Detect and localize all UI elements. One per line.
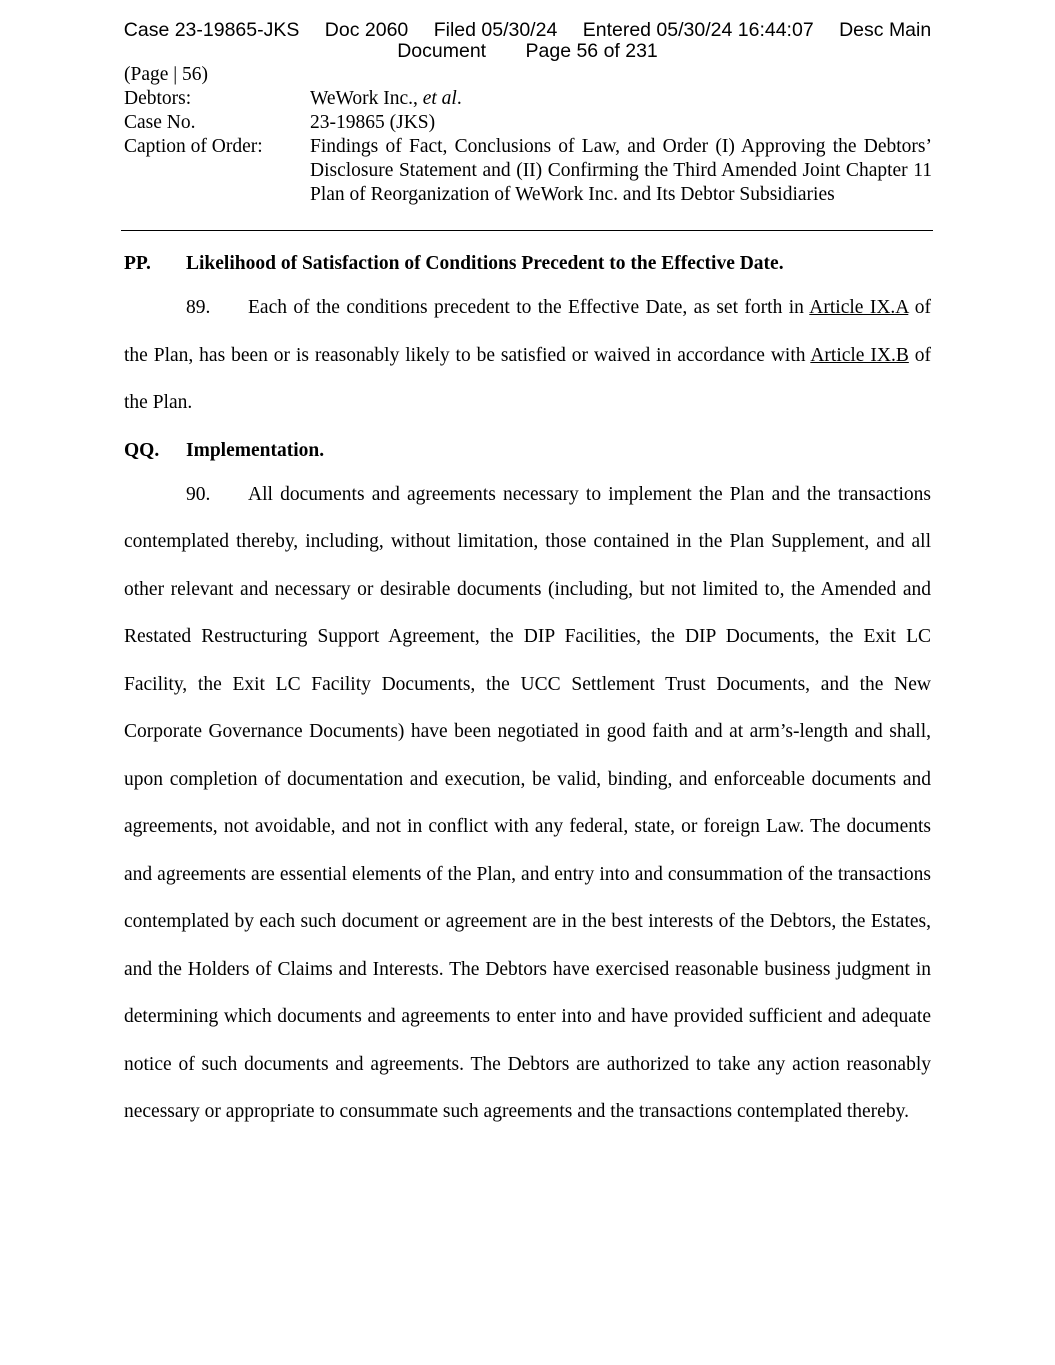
paragraph-89-text-c: of the Plan. [124,344,931,413]
section-number-pp: PP. [124,253,151,274]
section-title-pp: Likelihood of Satisfaction of Conditions Precedent to the Effective Date. [186,253,784,274]
article-ix-a-link: Article IX.A [809,297,909,318]
debtors-etal: et al [422,88,457,109]
article-ix-b-link: Article IX.B [810,344,909,366]
paragraph-89-text-b: of the Plan, has been or is reasonably likely to be satisfied or waived in accordance with [124,297,931,366]
paragraph-89 [124,284,931,427]
caption-value: Findings of Fact, Conclusions of Law, and Order (I) Approving the Debtors’ Disclosure Statement and (II) Confirming the Third Amended Joint Chapter 11 Plan of Reorganization of WeWork Inc. and Its Debtor Subsidiaries [310,136,932,205]
paragraph-90 [124,471,931,1136]
doc-number-stamp: Doc 2060 [324,19,409,41]
section-heading-pp [124,252,931,276]
debtors-label: Debtors: [124,88,192,109]
debtors-row [124,87,932,111]
document-stamp: Document [397,40,487,62]
filing-stamp-line-2 [0,41,1055,62]
debtors-name: WeWork Inc., [310,88,418,109]
caption-label: Caption of Order: [124,136,263,157]
filing-stamp-line-1 [0,20,1055,41]
paragraph-number-89: 89. [186,297,211,318]
desc-stamp: Desc Main [839,19,932,41]
section-title-qq: Implementation. [186,439,325,461]
case-row [124,111,932,135]
document-body [124,252,931,1136]
entered-date-stamp: Entered 05/30/24 16:44:07 [582,19,814,41]
page-ref-row [124,63,932,87]
case-label: Case No. [124,112,196,133]
page-ref: (Page | 56) [124,64,209,85]
section-number-qq: QQ. [124,439,160,461]
caption-row [124,135,932,207]
paragraph-89-text-a: Each of the conditions precedent to the Effective Date, as set forth in [248,297,810,318]
page-count-stamp: Page 56 of 231 [525,40,658,62]
case-number-stamp: Case 23-19865-JKS [123,19,300,41]
caption-divider [121,230,933,231]
debtors-value: WeWork Inc., et al. [310,88,462,109]
caption-block [124,63,932,207]
paragraph-number-90: 90. [186,483,211,505]
paragraph-90-text: All documents and agreements necessary to implement the Plan and the transactions contemplated thereby, including, without limitation, those contained in the Plan Supplement, and all other relevant and necessary or desirable documents (including, but not limited to, the Amended and Restated Restructuring Support Agreement, the DIP Facilities, the DIP Documents, the Exit LC Facility, the Exit LC Facility Documents, the UCC Settlement Trust Documents, and the New Corporate Governance Documents) have been negotiated in good faith and at arm’s-length and shall, upon completion of documentation and execution, be valid, binding, and enforceable documents and agreements, not avoidable, and not in conflict with any federal, state, or foreign Law. The documents and agreements are essential elements of the Plan, and entry into and consummation of the transactions contemplated by each such document or agreement are in the best interests of the Debtors, the Estates, and the Holders of Claims and Interests. The Debtors have exercised reasonable business judgment in determining which documents and agreements to enter into and have provided sufficient and adequate notice of such documents and agreements. The Debtors are authorized to take any action reasonably necessary or appropriate to consummate such agreements and the transactions contemplated thereby. [124,483,931,1122]
section-heading-qq [124,439,931,463]
case-value: 23-19865 (JKS) [310,112,436,133]
filing-stamp [0,20,1055,62]
filed-date-stamp: Filed 05/30/24 [433,19,558,41]
